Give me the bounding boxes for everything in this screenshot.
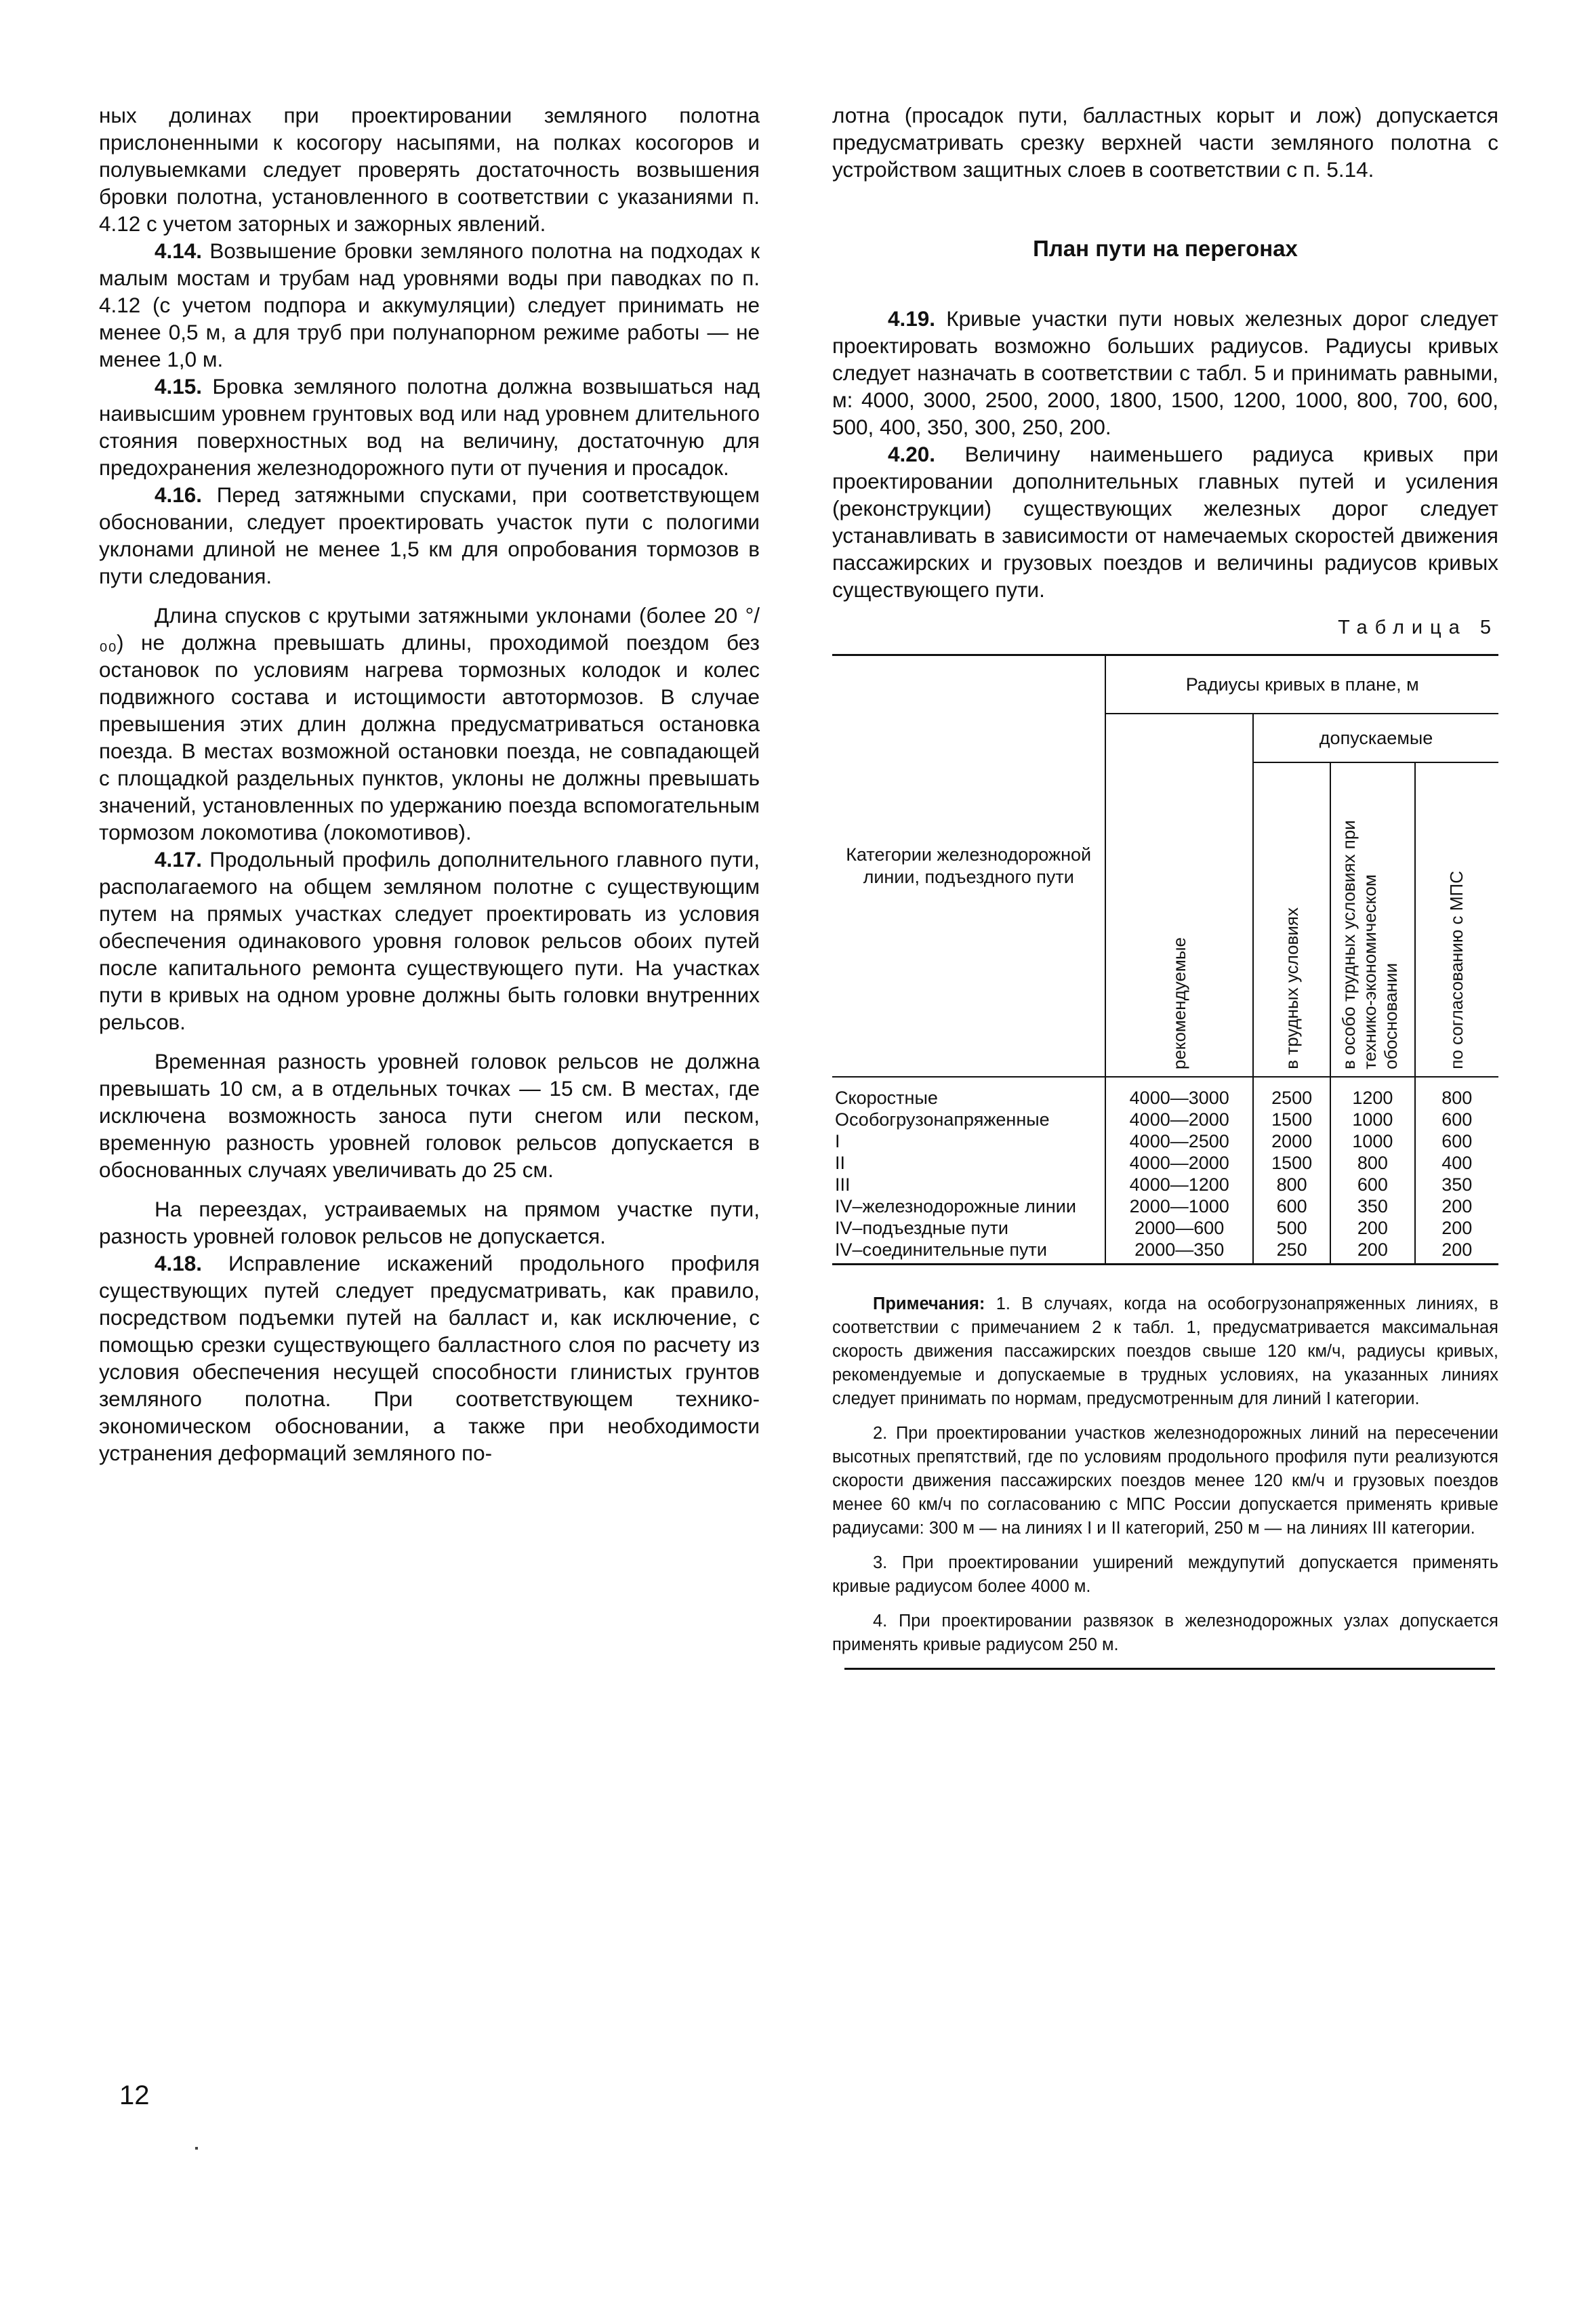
very-difficult-cell: 600 [1330,1174,1414,1195]
recommended-cell: 2000—600 [1105,1217,1253,1239]
very-difficult-cell: 1200 [1330,1077,1414,1109]
paragraph-4-15 [99,373,760,481]
difficult-cell: 600 [1253,1195,1330,1217]
very-difficult-cell: 1000 [1330,1130,1414,1152]
clause-text: Кривые участки пути новых железных дорог следует проектировать возможно больших радиусов. Радиусы кривых следует назначать в соответствии с табл. 5 и принимать равными, м: 4000, 3000, 2500, 2000, 1800, 1500, 1200, 1000, 800, 700, 600, 500, 400, 350, 300, 250, 200. [832,306,1498,439]
clause-number: 4.18. [155,1251,203,1275]
allowed-header: допускаемые [1253,714,1498,762]
paragraph-4-19 [832,305,1498,440]
note-text: 1. В случаях, когда на особогрузонапряженных линиях, в соответствии с примечанием 2 к табл. 1, предусматривается максимальная скорость движения пассажирских поездов свыше 120 км/ч, радиусы кривых, рекомендуемые и допускаемые в трудных условиях, на указанных линиях следует принимать по нормам, предусмотренным для линий I категории. [832,1294,1498,1408]
page-number: 12 [119,2080,150,2110]
table-row [832,1174,1498,1195]
clause-text: Величину наименьшего радиуса кривых при проектировании дополнительных главных путей и усиления (реконструкции) существующих железных дорог следует устанавливать в зависимости от намечаемых скоростей движения пассажирских и грузовых поездов и величины радиусов кривых существующего пути. [832,442,1498,602]
category-cell: IV–железнодорожные линии [835,1196,1076,1216]
end-rule [844,1668,1495,1670]
paragraph-crossings: На переездах, устраиваемых на прямом участке пути, разность уровней головок рельсов не допускается. [99,1197,760,1248]
clause-text: Бровка земляного полотна должна возвышаться над наивысшим уровнем грунтовых вод или над уровнем длительного стояния поверхностных вод на величину, достаточную для предохранения железнодорожного пути от пучения и просадок. [99,374,760,480]
table-notes [832,1292,1498,1657]
section-title: План пути на перегонах [1033,236,1298,261]
recommended-header: рекомендуемые [1105,714,1253,1077]
mps-cell: 200 [1415,1239,1498,1265]
table-row [832,1217,1498,1239]
clause-number: 4.20. [888,442,936,466]
table-row [832,1195,1498,1217]
category-cell: III [835,1174,851,1195]
note-2: 2. При проектировании участков железнодорожных линий на пересечении высотных препятствий, где по условиям продольного профиля пути реализуются скорости движения пассажирских поездов менее 120 км/ч и грузовых поездов менее 60 км/ч по согласованию с МПС России допускается применять кривые радиусами: 300 м — на линиях I и II категорий, 250 м — на линиях III категории. [832,1424,1498,1538]
difficult-cell: 1500 [1253,1109,1330,1130]
recommended-cell: 4000—2500 [1105,1130,1253,1152]
note-3: 3. При проектировании уширений междупутий допускается применять кривые радиусом более 4000 м. [832,1553,1498,1596]
table-row [832,1152,1498,1174]
difficult-cell: 500 [1253,1217,1330,1239]
paragraph-4-14 [99,237,760,373]
paragraph-4-18-continued: лотна (просадок пути, балластных корыт и лож) допускается предусматривать срезку верхней части земляного полотна с устройством защитных слоев в соответствии с п. 5.14. [832,103,1498,182]
paragraph-4-17 [99,846,760,1036]
mps-cell: 600 [1415,1130,1498,1152]
category-cell: IV–соединительные пути [832,1239,1105,1265]
category-cell: II [835,1153,846,1173]
recommended-cell: 2000—350 [1105,1239,1253,1265]
difficult-cell: 250 [1253,1239,1330,1265]
difficult-cell: 1500 [1253,1152,1330,1174]
paragraph-long-descents: Длина спусков с крутыми затяжными уклонами (более 20 °/₀₀) не должна превышать длины, проходимой поездом без остановок по условиям нагрева тормозных колодок и колес подвижного состава и истощимости автотормозов. В случае превышения этих длин должна предусматриваться остановка поезда. В местах возможной остановки поезда, не совпадающей с площадкой раздельных пунктов, уклоны не должны превышать значений, установленных по удержанию поезда вспомогательным тормозом локомотива (локомотивов). [99,603,760,844]
recommended-cell: 4000—3000 [1105,1077,1253,1109]
table-caption: Таблица 5 [1338,617,1498,638]
category-cell: Особогрузонапряженные [835,1109,1050,1130]
clause-text: Продольный профиль дополнительного главного пути, располагаемого на общем земляном полотне с существующим путем на прямых участках следует проектировать из условия обеспечения одинакового уровня головок рельсов обоих путей после капитального ремонта существующего пути. На участках пути в кривых на одном уровне должны быть головки внутренних рельсов. [99,847,760,1034]
category-cell: IV–подъездные пути [835,1218,1008,1238]
mps-cell: 200 [1415,1217,1498,1239]
mps-agreement-header: по согласованию с МПС [1415,762,1498,1077]
table-row [832,1239,1498,1265]
very-difficult-cell: 800 [1330,1152,1414,1174]
paragraph-4-18 [99,1250,760,1467]
clause-text: Возвышение бровки земляного полотна на подходах к малым мостам и трубам над уровнями воды при паводках по п. 4.12 (с учетом подпора и аккумуляции) следует принимать не менее 0,5 м, а для труб при полунапорном режиме работы — не менее 1,0 м. [99,239,760,371]
very-difficult-conditions-header: в особо трудных условиях при технико-экономическом обосновании [1330,762,1414,1077]
mps-cell: 600 [1415,1109,1498,1130]
curve-radius-table [832,654,1498,1265]
clause-text: Перед затяжными спусками, при соответствующем обосновании, следует проектировать участок пути с пологими уклонами длиной не менее 1,5 км для опробования тормозов в пути следования. [99,483,760,588]
difficult-conditions-header: в трудных условиях [1253,762,1330,1077]
radius-header: Радиусы кривых в плане, м [1105,655,1498,714]
recommended-cell: 4000—1200 [1105,1174,1253,1195]
very-difficult-cell: 200 [1330,1239,1414,1265]
very-difficult-cell: 1000 [1330,1109,1414,1130]
left-column [99,102,760,1467]
recommended-cell: 4000—2000 [1105,1109,1253,1130]
mps-cell: 350 [1415,1174,1498,1195]
note-4: 4. При проектировании развязок в железнодорожных узлах допускается применять кривые радиусом 250 м. [832,1612,1498,1654]
recommended-cell: 4000—2000 [1105,1152,1253,1174]
notes-label: Примечания: [873,1294,985,1313]
difficult-cell: 2500 [1253,1077,1330,1109]
paragraph-4-13-continued: ных долинах при проектировании земляного полотна прислоненными к косогору насыпями, на полках косогоров и полувыемками следует проверять достаточность возвышения бровки полотна, установленного в соответствии с указаниями п. 4.12 с учетом заторных и зажорных явлений. [99,103,760,236]
paragraph-4-16 [99,481,760,590]
clause-text: Исправление искажений продольного профиля существующих путей следует предусматривать, как правило, посредством подъемки путей на балласт и, как исключение, с помощью срезки существующего балластного слоя по расчету из условия обеспечения несущей способности глинистых грунтов земляного полотна. При соответствующем технико-экономическом обосновании, а также при необходимости устранения деформаций земляного по- [99,1251,760,1465]
clause-number: 4.16. [155,483,203,507]
category-header: Категории железнодорожной линии, подъездного пути [832,655,1105,1078]
clause-number: 4.14. [155,239,203,263]
very-difficult-cell: 350 [1330,1195,1414,1217]
very-difficult-cell: 200 [1330,1217,1414,1239]
clause-number: 4.17. [155,847,203,872]
table-row [832,1077,1498,1109]
table-row [832,1109,1498,1130]
difficult-cell: 800 [1253,1174,1330,1195]
mps-cell: 400 [1415,1152,1498,1174]
category-cell: Скоростные [835,1088,938,1108]
clause-number: 4.19. [888,306,936,331]
table-row [832,1130,1498,1152]
mps-cell: 200 [1415,1195,1498,1217]
note-1 [832,1292,1498,1411]
category-cell: I [835,1131,840,1151]
recommended-cell: 2000—1000 [1105,1195,1253,1217]
difficult-cell: 2000 [1253,1130,1330,1152]
clause-number: 4.15. [155,374,203,398]
scan-speck [195,2147,198,2150]
paragraph-rail-level-difference: Временная разность уровней головок рельсов не должна превышать 10 см, а в отдельных точках — 15 см. В местах, где исключена возможность заноса пути снегом или песком, временную разность уровней головок рельсов допускается в обоснованных случаях увеличивать до 25 см. [99,1049,760,1182]
mps-cell: 800 [1415,1077,1498,1109]
right-column [832,102,1498,1670]
paragraph-4-20 [832,440,1498,603]
